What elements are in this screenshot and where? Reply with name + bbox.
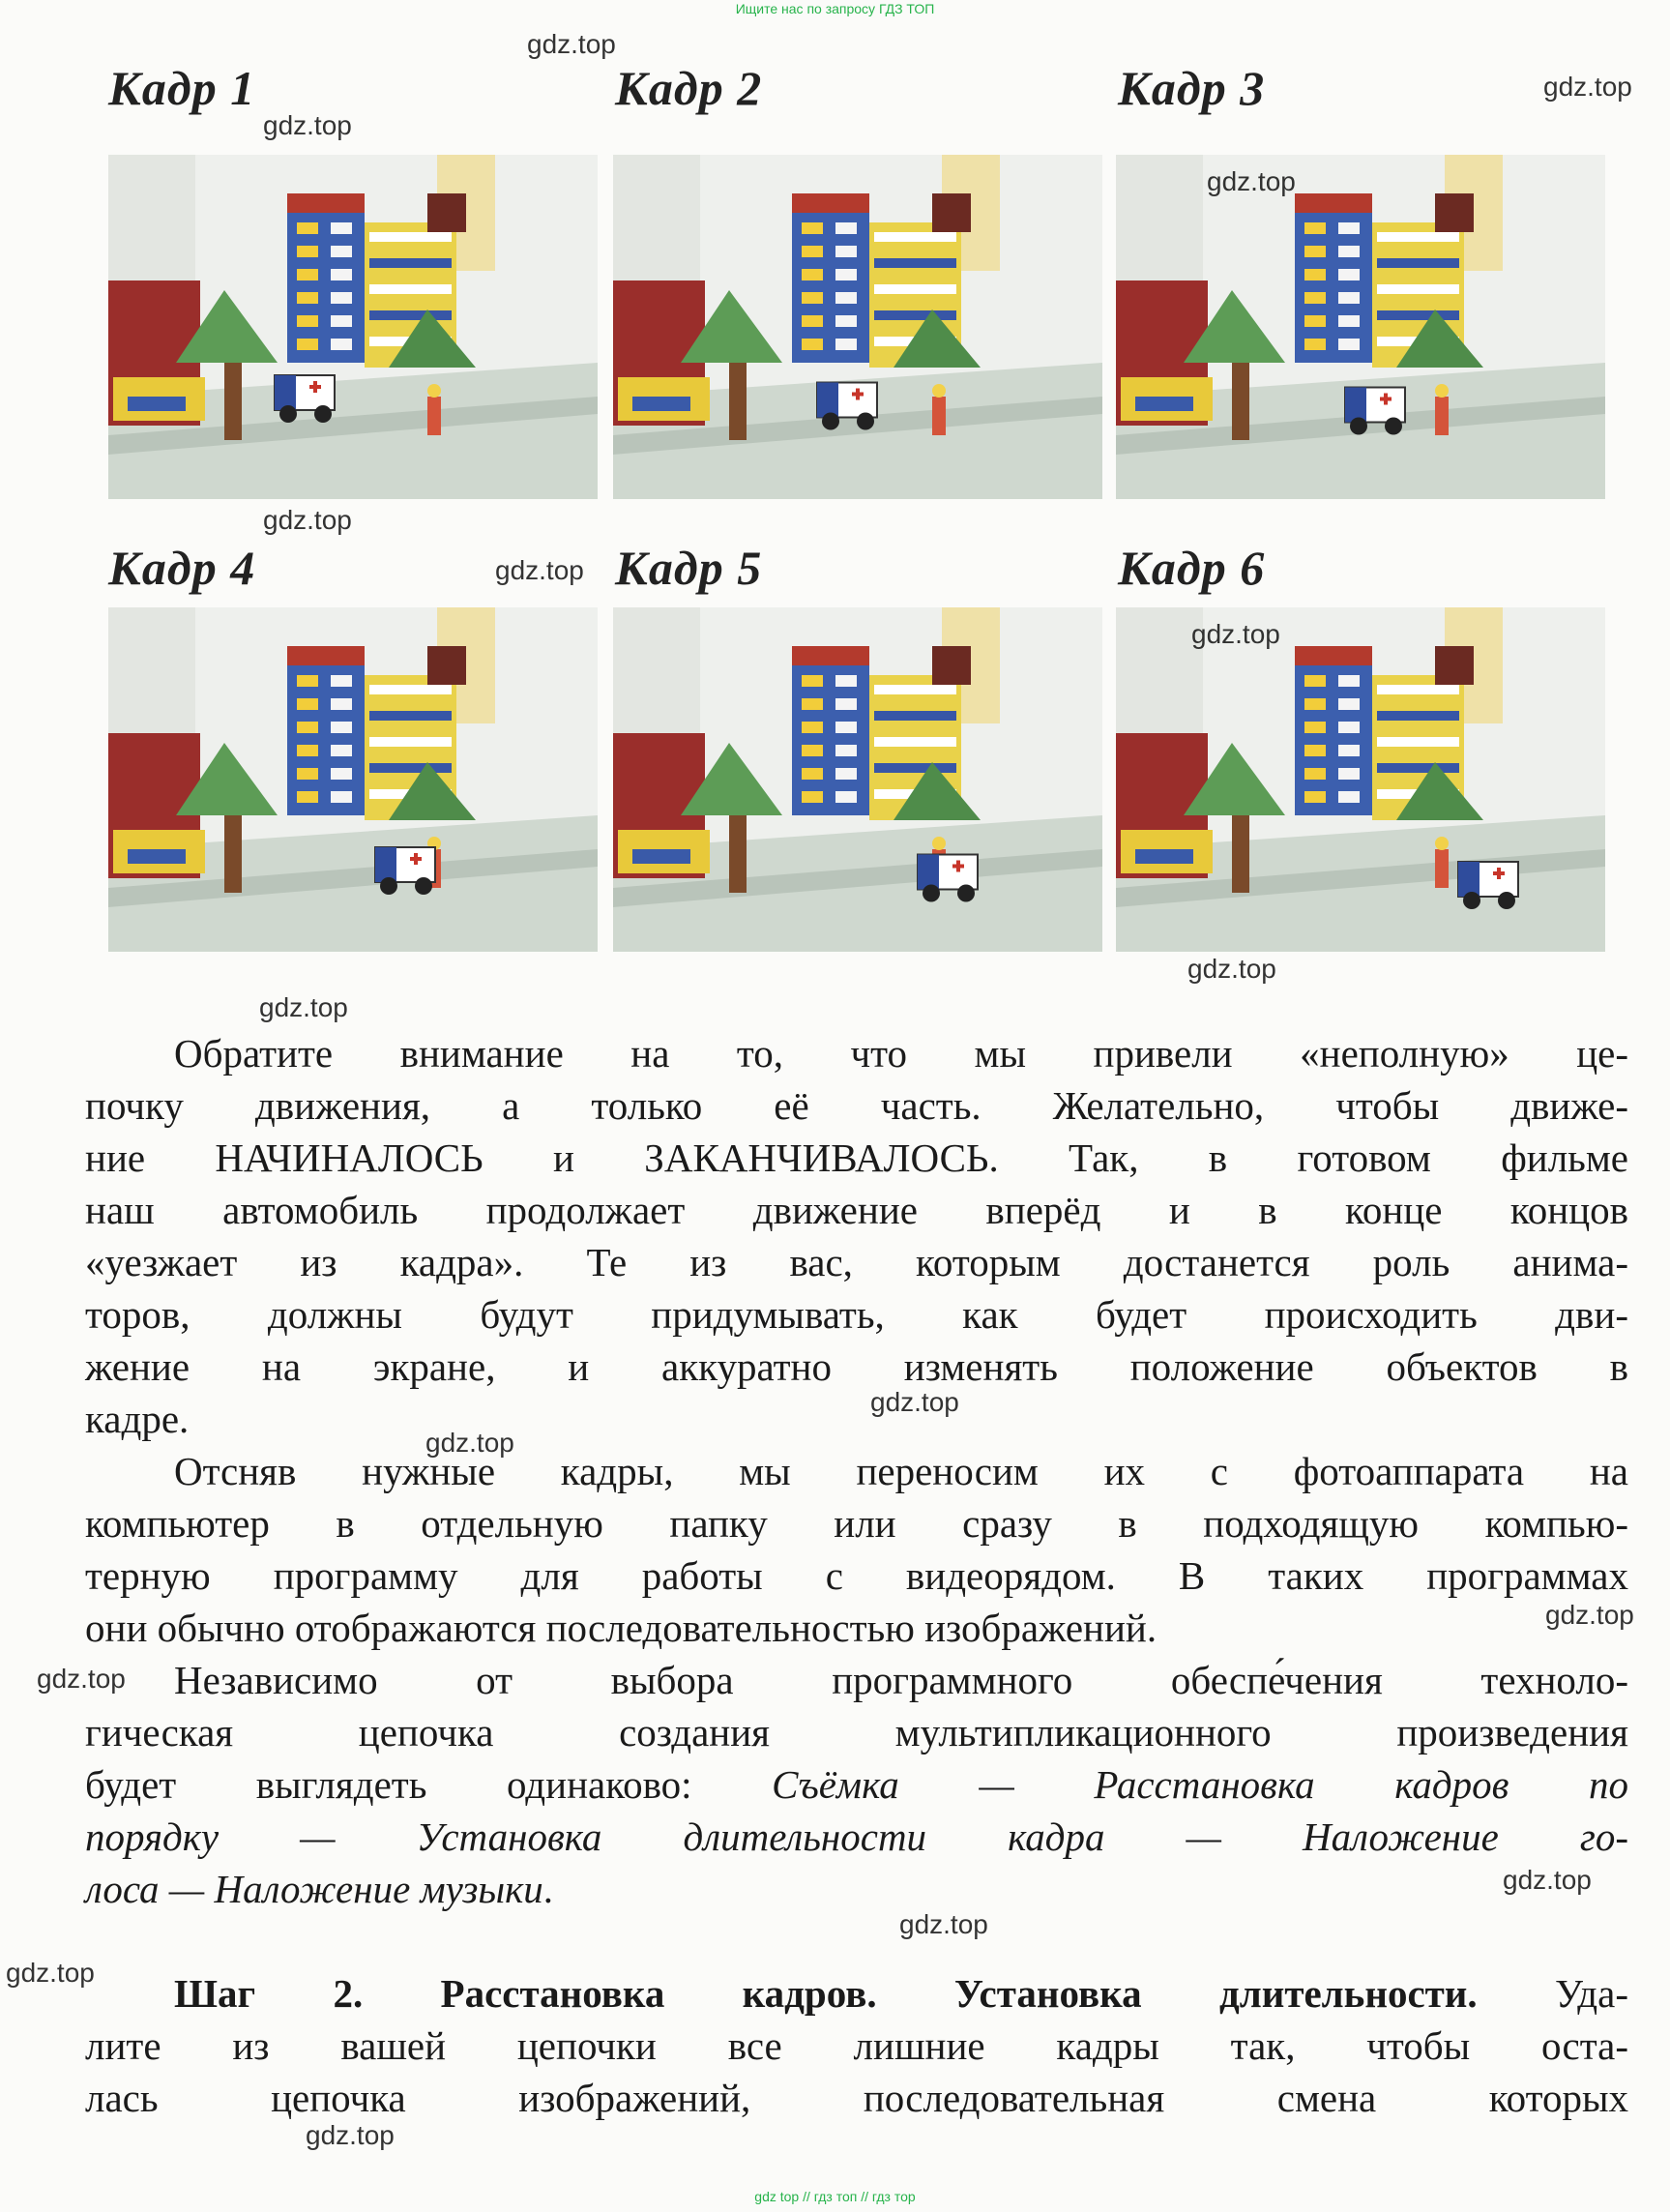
text-line: Отсняв нужные кадры, мы переносим их с фотоаппарата на: [174, 1449, 1628, 1493]
car-cross: [313, 381, 317, 393]
frame-image-2: [613, 155, 1102, 499]
window-brick: [835, 292, 857, 304]
car-wheel: [415, 877, 432, 895]
italic-fragment: порядку — Установка длительности кадра — Наложение го-: [85, 1814, 1628, 1859]
car-cross: [956, 861, 960, 872]
tree-trunk: [1232, 363, 1249, 440]
window-brick: [802, 675, 823, 687]
window-brick: [802, 339, 823, 350]
car-wheel: [279, 405, 297, 423]
watermark: gdz.top: [263, 505, 352, 535]
window-brick: [802, 745, 823, 756]
window-brick: [1304, 698, 1326, 710]
car-wheel: [923, 885, 940, 902]
car-wheel: [822, 413, 839, 430]
lego-scene: [1116, 155, 1605, 499]
window-brick: [802, 768, 823, 780]
watermark: gdz.top: [263, 110, 352, 140]
window-brick: [1338, 768, 1360, 780]
watermark: gdz.top: [1545, 1600, 1634, 1630]
tower-roof: [792, 646, 869, 665]
minifig-head: [932, 837, 946, 850]
frame-image-3: [1116, 155, 1605, 499]
building-stripe: [1377, 232, 1459, 242]
window-brick: [835, 675, 857, 687]
building-stripe: [874, 737, 956, 747]
text-line: лась цепочка изображений, последовательная смена которых: [85, 2076, 1628, 2120]
building-stripe: [1377, 310, 1459, 320]
text-line: кадре.: [85, 1397, 190, 1441]
watermark: gdz.top: [1543, 72, 1632, 102]
text-line: ние НАЧИНАЛОСЬ и ЗАКАНЧИВАЛОСЬ. Так, в готовом фильме: [85, 1135, 1628, 1180]
text-line: наш автомобиль продолжает движение вперёд и в конце концов: [85, 1188, 1628, 1232]
text-fragment: .: [542, 1867, 554, 1911]
car-wheel: [1385, 418, 1402, 435]
car-cabin: [275, 375, 296, 410]
paragraph-1: [85, 1027, 1628, 1445]
blue-brick: [632, 397, 690, 411]
building-stripe: [1377, 258, 1459, 268]
window-brick: [1338, 675, 1360, 687]
text-line: [85, 1863, 1628, 1915]
tree-trunk: [224, 363, 242, 440]
car-cross: [1497, 868, 1501, 879]
window-brick: [802, 315, 823, 327]
window-brick: [297, 246, 318, 257]
blue-brick: [128, 849, 186, 864]
window-brick: [331, 246, 352, 257]
car-wheel: [1498, 892, 1515, 909]
blue-brick: [632, 849, 690, 864]
tree-trunk: [729, 815, 747, 893]
watermark: gdz.top: [1187, 954, 1276, 984]
paragraph-2: [85, 1445, 1628, 1654]
window-brick: [331, 698, 352, 710]
frame-label-2: Кадр 2: [615, 61, 763, 115]
minifig: [1435, 397, 1449, 435]
building-stripe: [369, 232, 452, 242]
watermark: gdz.top: [1503, 1865, 1592, 1895]
blue-brick: [1135, 849, 1193, 864]
window-brick: [835, 745, 857, 756]
car-wheel: [857, 413, 874, 430]
lego-scene: [613, 607, 1102, 952]
window-brick: [297, 698, 318, 710]
window-brick: [835, 222, 857, 234]
frame-image-5: [613, 607, 1102, 952]
window-brick: [835, 791, 857, 803]
window-brick: [297, 745, 318, 756]
watermark: gdz.top: [306, 2120, 395, 2150]
car-wheel: [380, 877, 397, 895]
watermark: gdz.top: [425, 1428, 514, 1458]
building-stripe: [874, 763, 956, 773]
minifig-head: [427, 384, 441, 398]
text-line: компьютер в отдельную папку или сразу в подходящую компью-: [85, 1501, 1628, 1546]
bottom-banner[interactable]: gdz top // гдз топ // гдз тор: [754, 2189, 916, 2204]
top-banner[interactable]: Ищите нас по запросу ГДЗ ТОП: [735, 1, 935, 16]
window-brick: [1304, 246, 1326, 257]
minifig: [427, 397, 441, 435]
window-brick: [331, 722, 352, 733]
chimney-house: [932, 646, 971, 685]
building-stripe: [874, 711, 956, 721]
window-brick: [1304, 745, 1326, 756]
lego-scene: [108, 607, 598, 952]
window-brick: [1338, 246, 1360, 257]
frame-label-4: Кадр 4: [108, 541, 256, 595]
car-wheel: [957, 885, 975, 902]
text-fragment: будет выглядеть одинаково:: [85, 1762, 773, 1807]
window-brick: [331, 745, 352, 756]
italic-fragment: лоса — Наложение музыки: [85, 1867, 543, 1911]
window-brick: [1338, 722, 1360, 733]
window-brick: [297, 222, 318, 234]
window-brick: [297, 315, 318, 327]
car-cabin: [375, 847, 396, 882]
car-cabin: [1458, 862, 1480, 897]
window-brick: [1304, 269, 1326, 280]
lego-scene: [108, 155, 598, 499]
window-brick: [802, 698, 823, 710]
window-brick: [802, 791, 823, 803]
watermark: gdz.top: [1191, 619, 1280, 649]
tree-trunk: [224, 815, 242, 893]
car-cross: [414, 853, 418, 865]
frame-label-5: Кадр 5: [615, 541, 763, 595]
window-brick: [1304, 675, 1326, 687]
building-stripe: [369, 763, 452, 773]
chimney-house: [427, 193, 466, 232]
lego-scene: [613, 155, 1102, 499]
tower-roof: [287, 193, 365, 213]
window-brick: [297, 339, 318, 350]
italic-fragment: Съёмка — Расстановка кадров по: [772, 1762, 1628, 1807]
chimney-house: [932, 193, 971, 232]
tree-trunk: [729, 363, 747, 440]
minifig-head: [932, 384, 946, 398]
text-line: они обычно отображаются последовательностью изображений.: [85, 1606, 1157, 1650]
tower-roof: [287, 646, 365, 665]
window-brick: [331, 768, 352, 780]
window-brick: [835, 698, 857, 710]
watermark: gdz.top: [870, 1387, 959, 1417]
window-brick: [835, 315, 857, 327]
window-brick: [1338, 315, 1360, 327]
window-brick: [331, 292, 352, 304]
window-brick: [1338, 339, 1360, 350]
watermark: gdz.top: [527, 29, 616, 59]
window-brick: [1338, 269, 1360, 280]
window-brick: [1338, 222, 1360, 234]
window-brick: [331, 222, 352, 234]
text-line: терную программу для работы с видеорядом. В таких программах: [85, 1553, 1628, 1598]
watermark: gdz.top: [899, 1909, 988, 1939]
blue-brick: [128, 397, 186, 411]
text-line: жение на экране, и аккуратно изменять положение объектов в: [85, 1344, 1628, 1389]
car-wheel: [1350, 418, 1367, 435]
minifig: [932, 397, 946, 435]
building-stripe: [1377, 685, 1459, 694]
car-cabin: [1345, 388, 1366, 423]
text-line: «уезжает из кадра». Те из вас, которым достанется роль анима-: [85, 1240, 1628, 1284]
window-brick: [835, 246, 857, 257]
car-cabin: [817, 383, 838, 418]
text-line: [85, 1811, 1628, 1863]
window-brick: [297, 722, 318, 733]
lego-scene: [1116, 607, 1605, 952]
text-line: [85, 1967, 1628, 2020]
step-2-heading: Шаг 2. Расстановка кадров. Установка длительности.: [174, 1971, 1478, 2016]
tower-roof: [1295, 646, 1372, 665]
window-brick: [802, 292, 823, 304]
building-stripe: [874, 310, 956, 320]
blue-brick: [1135, 397, 1193, 411]
minifig-head: [1435, 384, 1449, 398]
frame-image-1: [108, 155, 598, 499]
window-brick: [835, 722, 857, 733]
window-brick: [1304, 315, 1326, 327]
car-cabin: [918, 855, 939, 890]
text-line: Независимо от выбора программного обеспе́чения техноло-: [174, 1658, 1628, 1702]
window-brick: [1304, 339, 1326, 350]
window-brick: [331, 269, 352, 280]
building-stripe: [874, 685, 956, 694]
text-fragment: Уда-: [1477, 1971, 1628, 2016]
chimney-house: [427, 646, 466, 685]
step-2-paragraph: [85, 1967, 1628, 2124]
text-line: лите из вашей цепочки все лишние кадры так, чтобы оста-: [85, 2023, 1628, 2068]
window-brick: [1338, 292, 1360, 304]
window-brick: [1304, 292, 1326, 304]
minifig: [1435, 849, 1449, 888]
window-brick: [331, 791, 352, 803]
chimney-house: [1435, 193, 1474, 232]
watermark: gdz.top: [495, 555, 584, 585]
text-line: [85, 1758, 1628, 1811]
window-brick: [802, 722, 823, 733]
window-brick: [1304, 791, 1326, 803]
window-brick: [297, 292, 318, 304]
window-brick: [1304, 768, 1326, 780]
car-wheel: [1463, 892, 1480, 909]
paragraph-3: [85, 1654, 1628, 1915]
window-brick: [835, 339, 857, 350]
frame-label-6: Кадр 6: [1118, 541, 1266, 595]
building-stripe: [1377, 737, 1459, 747]
watermark: gdz.top: [6, 1958, 95, 1988]
building-stripe: [874, 284, 956, 294]
window-brick: [802, 246, 823, 257]
text-line: торов, должны будут придумывать, как будет происходить дви-: [85, 1292, 1628, 1337]
tower-roof: [1295, 193, 1372, 213]
building-stripe: [369, 685, 452, 694]
chimney-house: [1435, 646, 1474, 685]
tree-trunk: [1232, 815, 1249, 893]
window-brick: [835, 269, 857, 280]
building-stripe: [369, 711, 452, 721]
window-brick: [297, 768, 318, 780]
watermark: gdz.top: [37, 1664, 126, 1694]
text-line: Обратите внимание на то, что мы привели «неполную» це-: [174, 1031, 1628, 1076]
window-brick: [802, 222, 823, 234]
text-line: гическая цепочка создания мультипликационного произведения: [85, 1710, 1628, 1755]
window-brick: [331, 675, 352, 687]
minifig-head: [1435, 837, 1449, 850]
window-brick: [331, 315, 352, 327]
building-stripe: [369, 258, 452, 268]
building-stripe: [1377, 763, 1459, 773]
building-stripe: [369, 310, 452, 320]
building-stripe: [874, 258, 956, 268]
car-wheel: [314, 405, 332, 423]
building-stripe: [874, 232, 956, 242]
window-brick: [1304, 722, 1326, 733]
building-stripe: [369, 284, 452, 294]
window-brick: [331, 339, 352, 350]
frame-label-3: Кадр 3: [1118, 61, 1266, 115]
car-cross: [856, 389, 860, 400]
window-brick: [835, 768, 857, 780]
building-stripe: [1377, 711, 1459, 721]
frame-image-6: [1116, 607, 1605, 952]
building-stripe: [1377, 284, 1459, 294]
window-brick: [802, 269, 823, 280]
text-line: почку движения, а только её часть. Желательно, чтобы движе-: [85, 1083, 1628, 1128]
watermark: gdz.top: [259, 992, 348, 1022]
window-brick: [1338, 698, 1360, 710]
window-brick: [297, 675, 318, 687]
tower-roof: [792, 193, 869, 213]
window-brick: [297, 269, 318, 280]
window-brick: [1338, 745, 1360, 756]
frame-image-4: [108, 607, 598, 952]
frame-label-1: Кадр 1: [108, 61, 256, 115]
window-brick: [1304, 222, 1326, 234]
window-brick: [1338, 791, 1360, 803]
watermark: gdz.top: [1207, 166, 1296, 196]
car-cross: [1384, 394, 1388, 405]
building-stripe: [369, 737, 452, 747]
window-brick: [297, 791, 318, 803]
